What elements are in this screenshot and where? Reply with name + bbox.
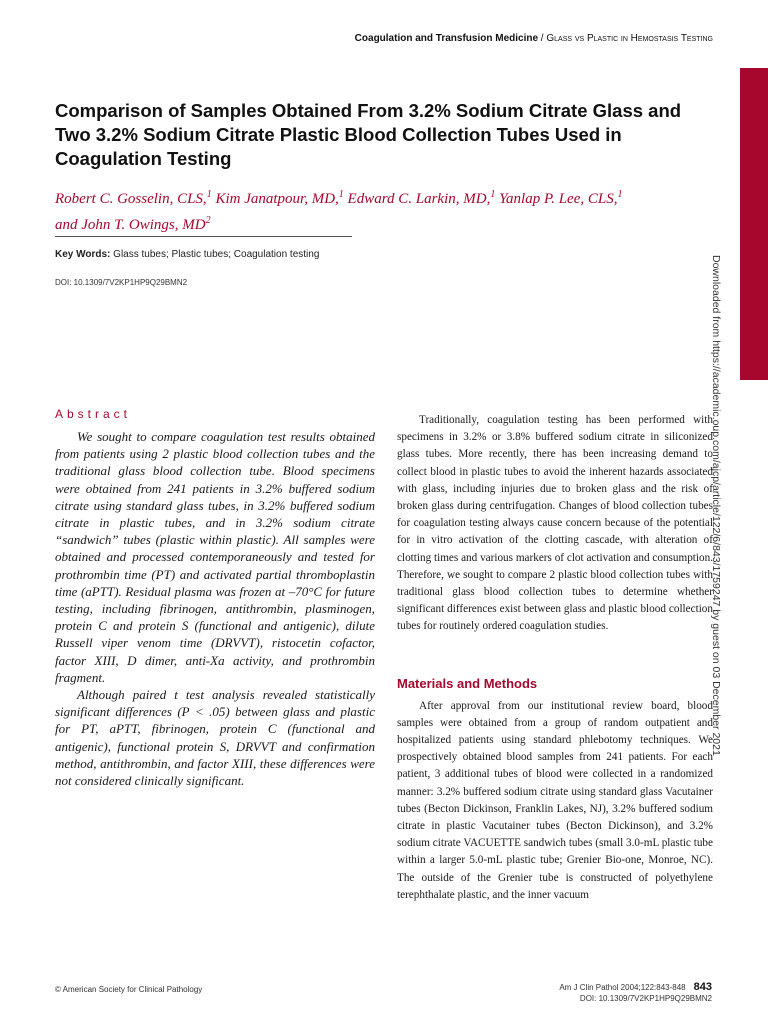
article-title: Comparison of Samples Obtained From 3.2% Sodium Citrate Glass and Two 3.2% Sodium Citrate Plastic Blood Collection Tubes Used in Coagulation Testing (55, 100, 682, 169)
citation: Am J Clin Pathol 2004;122:843-848 (559, 983, 686, 992)
intro-paragraph: Traditionally, coagulation testing has been performed with specimens in 3.2% or 3.8% buffered sodium citrate in siliconized glass tubes. More recently, there has been increasing demand to collect blood in plastic tubes to avoid the inherent hazards associated with glass, including injuries due to broken glass and the risk of broken glass during centrifugation. Changes of blood collection tubes for coagulation testing always cause concern because of the potential for in vitro activation of the clotting cascade, with alteration of clotting times and various markers of clot activation and consumption. Therefore, we sought to compare 2 plastic blood collection tubes with traditional glass blood collection tubes to determine whether significant differences exist between glass and plastic blood collection tubes for routinely ordered coagulation studies. (397, 414, 713, 633)
download-watermark: Downloaded from https://academic.oup.com/ajcp/article/122/6/843/1759247 by guest on 03 December 2021 (710, 255, 722, 756)
author: Yanlap P. Lee, CLS,$^1$ (499, 189, 623, 207)
running-head (355, 33, 713, 44)
footer-doi: DOI: 10.1309/7V2KP1HP9Q29BMN2 (579, 994, 712, 1003)
author: Edward C. Larkin, MD,$^1$ (347, 189, 496, 207)
journal-section: Coagulation and Transfusion Medicine (354, 33, 539, 44)
keywords-label: Key Words: (55, 249, 111, 260)
methods-heading: Materials and Methods (397, 675, 538, 691)
running-head-topic: Glass vs Plastic in Hemostasis Testing (546, 33, 713, 44)
abstract-paragraph: We sought to compare coagulation test results obtained from patients using 2 plastic blood collection tubes and the traditional glass blood collection tube. Blood specimens were obtained from 241 patients in 3.2% buffered sodium citrate using standard glass tubes, in 3.2% buffered sodium citrate in plastic tubes, and in 3.2% sodium citrate “sandwich” tubes (plastic within plastic). All samples were obtained and processed contemporaneously and tested for prothrombin time (PT) and activated partial thromboplastin time (aPTT). Residual plasma was frozen at –70°C for future testing, including fibrinogen, antithrombin, plasminogen, protein C and protein S (functional and antigenic), dilute Russell viper venom time (DRVVT), ristocetin cofactor, factor XIII, D dimer, anti-Xa activity, and prothrombin fragment. (55, 429, 375, 685)
section-color-tab (740, 68, 768, 380)
page-footer (559, 982, 712, 1004)
author: Kim Janatpour, MD,$^1$ (215, 189, 344, 207)
keywords (55, 249, 319, 260)
abstract-heading: Abstract (55, 407, 132, 421)
abstract-column (55, 407, 375, 789)
author: Robert C. Gosselin, CLS,$^1$ (55, 189, 212, 207)
page-number: 843 (693, 981, 712, 993)
article-doi: DOI: 10.1309/7V2KP1HP9Q29BMN2 (55, 278, 188, 287)
author: and John T. Owings, $MD^2$ (55, 215, 211, 233)
author-list (55, 184, 725, 236)
methods-paragraph: After approval from our institutional review board, blood samples were obtained from a group of random outpatient and hospitalized patients using standard phlebotomy techniques. We prospectively obtained blood samples from 241 patients. For each patient, 3 additional tubes of blood were collected in a randomized manner: 3.2% buffered sodium citrate using standard glass Vacutainer tubes (Becton Dickinson, Franklin Lakes, NJ), 3.2% buffered sodium citrate in plastic Vacutainer tubes (Becton Dickinson), and 3.2% sodium citrate VACUETTE sandwich tubes (small 3.0-mL plastic tube within a larger 5.0-mL plastic tube; Grenier Bio-one, Monroe, NC). The outside of the Grenier tube is constructed of polyethylene terephthalate plastic, and the inner vacuum (397, 699, 713, 901)
abstract-paragraph: Although paired t test analysis revealed statistically significant differences (P < .05) between glass and plastic for PT, aPTT, fibrinogen, protein C (functional and antigenic), functional protein S, DRVVT and confirmation method, antithrombin, and factor XIII, these differences were not considered clinically significant. (55, 687, 375, 789)
keywords-divider (55, 236, 352, 237)
body-column (397, 412, 713, 904)
copyright-notice: © American Society for Clinical Pathology (55, 985, 203, 994)
running-head-separator: / (538, 33, 547, 44)
keywords-text: Glass tubes; Plastic tubes; Coagulation testing (110, 249, 320, 260)
